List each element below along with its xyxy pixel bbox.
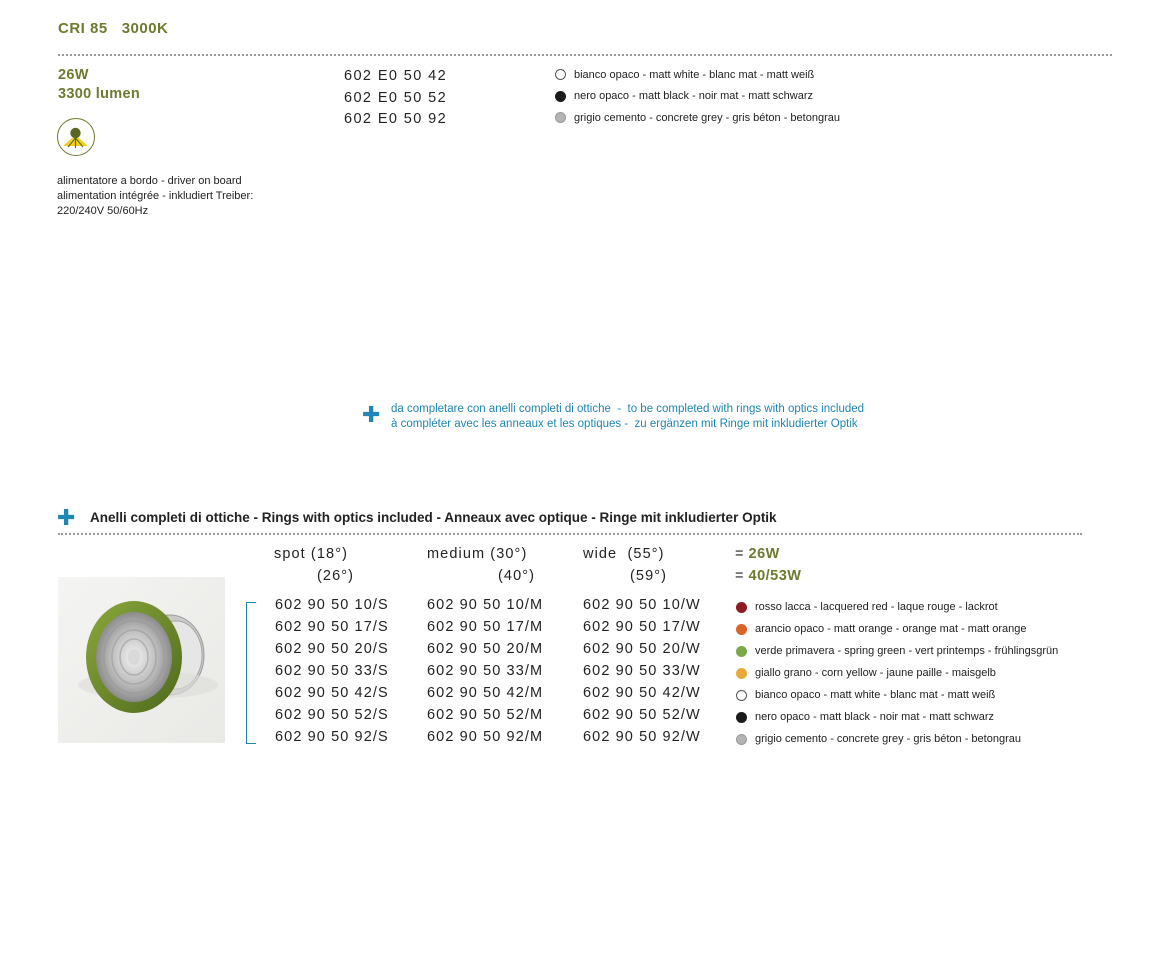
plus-icon: ✚: [362, 402, 381, 427]
color-swatch-red: [736, 602, 747, 613]
body-finish-list: [555, 64, 840, 129]
finish-label: giallo grano - corn yellow - jaune paille - maisgelb: [755, 667, 996, 679]
finish-label: bianco opaco - matt white - blanc mat - matt weiß: [755, 689, 996, 701]
header-wide: wide (55°): [583, 546, 665, 562]
finish-item: [736, 684, 1058, 706]
finish-item: [736, 728, 1058, 750]
power-value-2: 40/53W: [748, 568, 802, 584]
spot-code: 602 90 50 10/S: [275, 597, 389, 613]
color-swatch-yellow: [736, 668, 747, 679]
ring-finish-list: [736, 596, 1058, 750]
finish-label: rosso lacca - lacquered red - laque rouge - lackrot: [755, 601, 998, 613]
driver-line-1: alimentatore a bordo - driver on board: [57, 175, 242, 187]
color-swatch-grey: [555, 112, 566, 123]
divider-top: [58, 54, 1112, 56]
finish-label: verde primavera - spring green - vert printemps - frühlingsgrün: [755, 645, 1059, 657]
rings-title: Anelli completi di ottiche - Rings with optics included - Anneaux avec optique - Ringe mit inkludierter Optik: [90, 510, 777, 525]
header-wide-alt: (59°): [630, 568, 668, 584]
color-swatch-orange: [736, 624, 747, 635]
code-bracket: [246, 602, 256, 744]
driver-info: [57, 174, 253, 219]
ring-product-image: [58, 577, 225, 743]
medium-code: 602 90 50 92/M: [427, 729, 544, 745]
bulb-driver-icon: [57, 118, 95, 156]
color-swatch-black: [736, 712, 747, 723]
spec-header: [58, 20, 168, 37]
medium-code: 602 90 50 20/M: [427, 641, 544, 657]
medium-code: 602 90 50 17/M: [427, 619, 544, 635]
equals-sign: =: [735, 568, 744, 584]
wide-code: 602 90 50 17/W: [583, 619, 701, 635]
wide-code: 602 90 50 10/W: [583, 597, 701, 613]
spot-code: 602 90 50 20/S: [275, 641, 389, 657]
color-swatch-white: [555, 69, 566, 80]
finish-item: [736, 618, 1058, 640]
header-spot: spot (18°): [274, 546, 349, 562]
wide-code: 602 90 50 20/W: [583, 641, 701, 657]
body-code: 602 E0 50 52: [344, 89, 448, 106]
wide-code: 602 90 50 42/W: [583, 685, 701, 701]
power-block: [58, 66, 140, 104]
wide-code-list: [583, 594, 701, 748]
body-code: 602 E0 50 42: [344, 68, 448, 84]
finish-item: [736, 662, 1058, 684]
note-line-1: da completare con anelli completi di ottiche - to be completed with rings with optics included: [391, 403, 865, 415]
finish-item: [736, 596, 1058, 618]
wattage: 26W: [58, 67, 89, 83]
spot-code: 602 90 50 52/S: [275, 707, 389, 723]
medium-code: 602 90 50 33/M: [427, 663, 544, 679]
medium-code: 602 90 50 42/M: [427, 685, 544, 701]
finish-item: [555, 64, 840, 86]
spot-code: 602 90 50 33/S: [275, 663, 389, 679]
wide-code: 602 90 50 52/W: [583, 707, 701, 723]
medium-code: 602 90 50 10/M: [427, 597, 544, 613]
lumen-output: 3300 lumen: [58, 86, 140, 102]
finish-label: nero opaco - matt black - noir mat - matt schwarz: [755, 711, 995, 723]
note-line-2: à compléter avec les anneaux et les optiques - zu ergänzen mit Ringe mit inkludierter Optik: [391, 418, 858, 430]
power-value-1: 26W: [748, 546, 780, 562]
body-code: 602 E0 50 92: [344, 111, 448, 127]
header-spot-alt: (26°): [317, 568, 355, 584]
equals-sign: =: [735, 546, 744, 562]
wide-code: 602 90 50 92/W: [583, 729, 701, 745]
power-row-1: [735, 546, 780, 562]
plus-icon: ✚: [57, 505, 76, 530]
driver-line-3: 220/240V 50/60Hz: [57, 205, 149, 217]
spot-code-list: [275, 594, 389, 748]
finish-item: [736, 640, 1058, 662]
rings-note: [391, 402, 864, 432]
finish-item: [555, 86, 840, 108]
header-medium-alt: (40°): [498, 568, 536, 584]
driver-line-2: alimentation intégrée - inkludiert Treiber:: [57, 190, 254, 202]
spot-code: 602 90 50 17/S: [275, 619, 389, 635]
spot-code: 602 90 50 42/S: [275, 685, 389, 701]
cct-label: 3000K: [121, 20, 169, 37]
finish-item: [555, 107, 840, 129]
color-swatch-grey: [736, 734, 747, 745]
finish-label: grigio cemento - concrete grey - gris béton - betongrau: [755, 733, 1021, 745]
header-medium: medium (30°): [427, 546, 528, 562]
color-swatch-white: [736, 690, 747, 701]
finish-label: bianco opaco - matt white - blanc mat - matt weiß: [574, 68, 815, 81]
body-code-list: [344, 66, 447, 131]
cri-label: CRI 85: [58, 20, 108, 37]
medium-code-list: [427, 594, 543, 748]
finish-label: arancio opaco - matt orange - orange mat - matt orange: [755, 623, 1027, 635]
color-swatch-green: [736, 646, 747, 657]
medium-code: 602 90 50 52/M: [427, 707, 544, 723]
spot-code: 602 90 50 92/S: [275, 729, 389, 745]
wide-code: 602 90 50 33/W: [583, 663, 701, 679]
finish-item: [736, 706, 1058, 728]
finish-label: grigio cemento - concrete grey - gris béton - betongrau: [574, 111, 840, 124]
color-swatch-black: [555, 91, 566, 102]
finish-label: nero opaco - matt black - noir mat - matt schwarz: [574, 90, 814, 103]
power-row-2: [735, 568, 801, 584]
divider-rings: [58, 533, 1082, 535]
